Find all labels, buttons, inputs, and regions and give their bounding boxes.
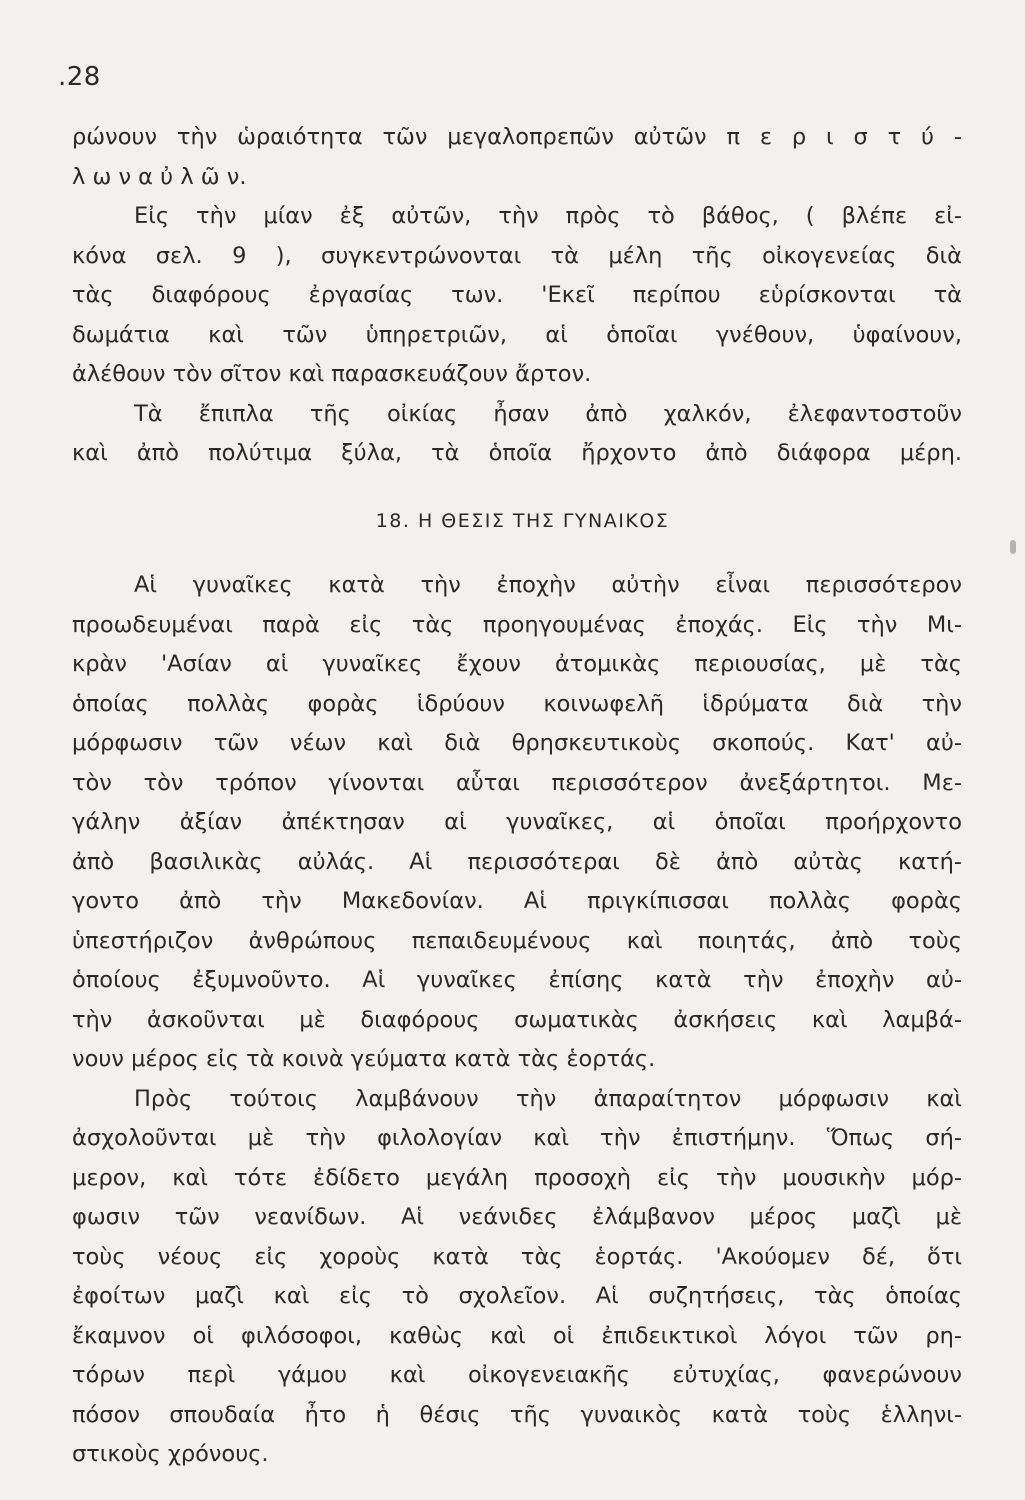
text-line: ἀλέθουν τὸν σῖτον καὶ παρασκευάζουν ἄρτον.: [72, 361, 592, 387]
text-line: Εἰς τὴν μίαν ἐξ αὐτῶν, τὴν πρὸς τὸ βάθος, ( βλέπε εἰ-: [134, 203, 962, 229]
text-line: πόσον σπουδαία ἦτο ἡ θέσις τῆς γυναικὸς κατὰ τοὺς ἑλληνι-: [72, 1401, 962, 1428]
text-line: τοὺς νέους εἰς χοροὺς κατὰ τὰς ἑορτάς. 'Ακούομεν δέ, ὅτι: [72, 1243, 962, 1270]
section-heading: 18. Η ΘΕΣΙΣ ΤΗΣ ΓΥΝΑΙΚΟΣ: [375, 510, 670, 532]
text-line: ἐφοίτων μαζὶ καὶ εἰς τὸ σχολεῖον. Αἱ συζητήσεις, τὰς ὁποίας: [72, 1283, 962, 1309]
text-line: τόρων περὶ γάμου καὶ οἰκογενειακῆς εὐτυχίας, φανερώνουν: [72, 1362, 962, 1388]
text-line: ὁποίας πολλὰς φορὰς ἱδρύουν κοινωφελῆ ἱδρύματα διὰ τὴν: [72, 690, 962, 717]
text-line: ὁποίους ἐξυμνοῦντο. Αἱ γυναῖκες ἐπίσης κατὰ τὴν ἐποχὴν αὐ-: [72, 967, 962, 993]
text-block-women: [72, 566, 962, 1475]
text-line: ἔκαμνον οἱ φιλόσοφοι, καθὼς καὶ οἱ ἐπιδεικτικοὶ λόγοι τῶν ρη-: [72, 1322, 962, 1349]
text-line: τὸν τὸν τρόπον γίνονται αὗται περισσότερον ἀνεξάρτητοι. Με-: [72, 769, 962, 796]
text-line: κρὰν 'Ασίαν αἱ γυναῖκες ἔχουν ἀτομικὰς περιουσίας, μὲ τὰς: [72, 651, 962, 677]
ink-smudge: [1010, 540, 1016, 554]
text-line: τὰς διαφόρους ἐργασίας των. 'Εκεῖ περίπου εὑρίσκονται τὰ: [72, 282, 962, 308]
text-line: μερον, καὶ τότε ἐδίδετο μεγάλη προσοχὴ εἰς τὴν μουσικὴν μόρ-: [72, 1164, 962, 1191]
text-line: μόρφωσιν τῶν νέων καὶ διὰ θρησκευτικοὺς σκοπούς. Κατ' αὐ-: [72, 730, 962, 756]
text-line: ὑπεστήριζον ἀνθρώπους πεπαιδευμένους καὶ ποιητάς, ἀπὸ τοὺς: [72, 927, 962, 954]
text-line: τὴν ἀσκοῦνται μὲ διαφόρους σωματικὰς ἀσκήσεις καὶ λαμβά-: [72, 1006, 962, 1033]
text-line: ἀσχολοῦνται μὲ τὴν φιλολογίαν καὶ τὴν ἐπιστήμην. Ὅπως σή-: [72, 1125, 962, 1151]
text-line: Αἱ γυναῖκες κατὰ τὴν ἐποχὴν αὐτὴν εἶναι περισσότερον: [134, 572, 962, 598]
text-line: ἀπὸ βασιλικὰς αὐλάς. Αἱ περισσότεραι δὲ ἀπὸ αὐτὰς κατή-: [72, 848, 962, 875]
text-line: Τὰ ἔπιπλα τῆς οἰκίας ἦσαν ἀπὸ χαλκόν, ἐλεφαντοστοῦν: [134, 400, 962, 427]
text-line: δωμάτια καὶ τῶν ὑπηρετριῶν, αἱ ὁποῖαι γνέθουν, ὑφαίνουν,: [72, 321, 962, 348]
text-line: γάλην ἀξίαν ἀπέκτησαν αἱ γυναῖκες, αἱ ὁποῖαι προήρχοντο: [72, 809, 962, 835]
text-line: λ ω ν α ὐ λ ῶ ν.: [72, 163, 247, 190]
text-line: στικοὺς χρόνους.: [72, 1441, 269, 1467]
text-block-buildings: [72, 118, 962, 474]
text-line: νουν μέρος εἰς τὰ κοινὰ γεύματα κατὰ τὰς ἑορτάς.: [72, 1046, 656, 1072]
text-line: φωσιν τῶν νεανίδων. Αἱ νεάνιδες ἐλάμβανον μέρος μαζὶ μὲ: [72, 1204, 962, 1230]
text-line: ρώνουν τὴν ὡραιότητα τῶν μεγαλοπρεπῶν αὐτῶν π ε ρ ι σ τ ύ -: [72, 124, 962, 150]
text-line: καὶ ἀπὸ πολύτιμα ξύλα, τὰ ὁποῖα ἤρχοντο ἀπὸ διάφορα μέρη.: [72, 440, 962, 466]
text-line: Πρὸς τούτοις λαμβάνουν τὴν ἀπαραίτητον μόρφωσιν καὶ: [134, 1085, 962, 1112]
text-line: γοντο ἀπὸ τὴν Μακεδονίαν. Αἱ πριγκίπισσαι πολλὰς φορὰς: [72, 888, 962, 914]
text-line: κόνα σελ. 9 ), συγκεντρώνονται τὰ μέλη τῆς οἰκογενείας διὰ: [72, 242, 962, 269]
page-number: .28: [58, 62, 101, 92]
text-line: προωδευμέναι παρὰ εἰς τὰς προηγουμένας ἐποχάς. Εἰς τὴν Μι-: [72, 611, 962, 638]
